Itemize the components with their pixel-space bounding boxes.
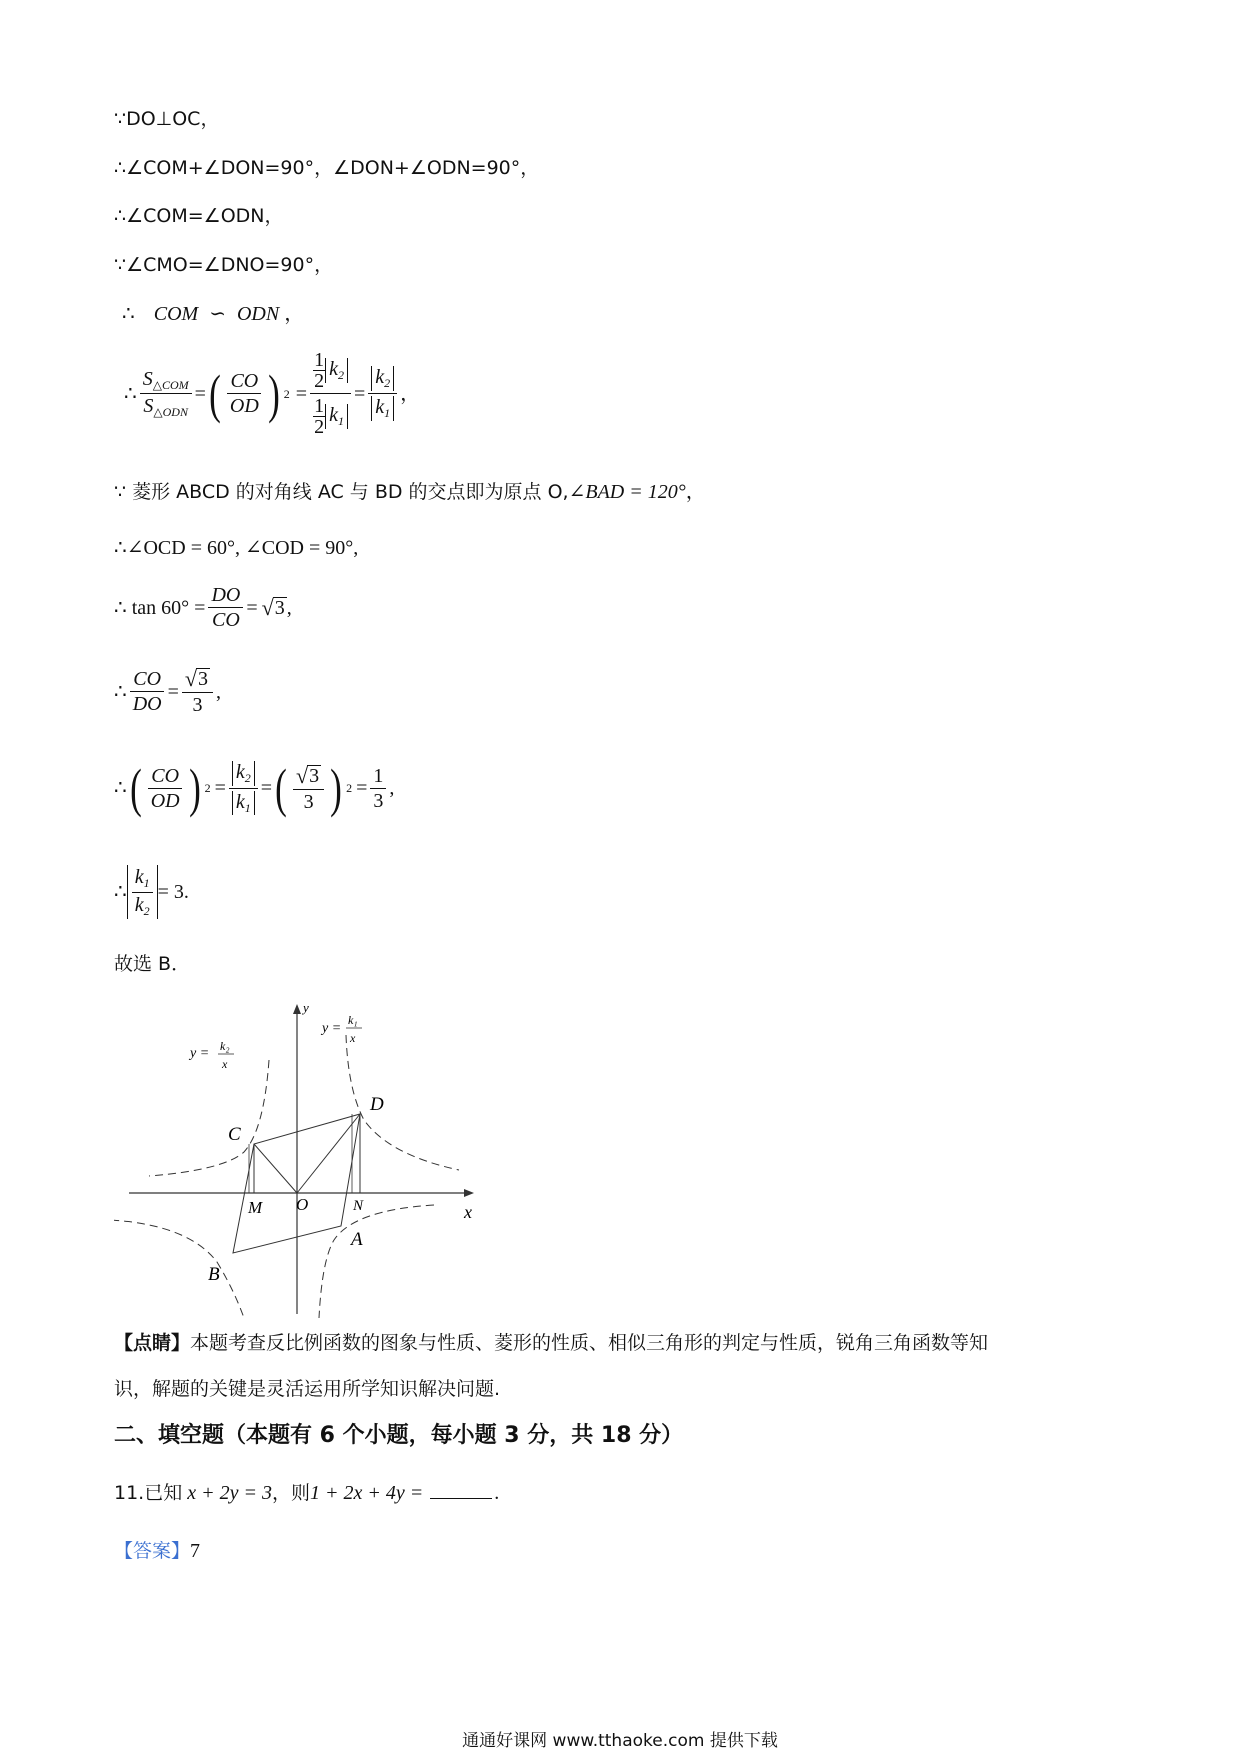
proof-line-3: ∴∠COM=∠ODN，: [114, 205, 284, 227]
hyperbola-rhombus-figure: [114, 1000, 494, 1320]
label-point-c: C: [228, 1124, 241, 1145]
answer-blank: [430, 1482, 492, 1499]
angle-bad: ∠BAD = 120°: [568, 481, 686, 503]
label-point-b: B: [208, 1264, 220, 1285]
answer-line: [114, 1541, 200, 1561]
label-k2-den: x: [222, 1057, 228, 1071]
hyperbola-k2-q4: [319, 1205, 434, 1318]
triangle-com: COM: [153, 303, 199, 325]
label-axis-y: y: [303, 1000, 309, 1015]
comment-tag: 【点睛】: [114, 1332, 191, 1354]
proof-line-angles: ∴∠OCD = 60°, ∠COD = 90°,: [114, 537, 359, 559]
conclusion: 故选 B．: [114, 953, 191, 975]
hyperbola-k1-q1: [346, 1035, 459, 1170]
ratio-co-do: ∴ $\frac{CO}{DO}$ = √ 3 3 ,: [114, 666, 221, 716]
proof-line-rhombus: ∵ 菱形 ABCD 的对角线 AC 与 BD 的交点即为原点 O,∠BAD = 120°，: [114, 481, 706, 503]
segment-co: [254, 1144, 297, 1193]
proof-line-1: ∵DO⊥OC，: [114, 108, 220, 130]
label-k2-num: k₂: [220, 1039, 230, 1053]
label-k2-y: y =: [190, 1046, 210, 1061]
label-point-a: A: [351, 1229, 363, 1250]
x-axis-arrow: [464, 1189, 474, 1197]
section-title: 二、填空题（本题有 6 个小题，每小题 3 分，共 18 分）: [114, 1423, 684, 1448]
proof-line-4: ∵∠CMO=∠DNO=90°，: [114, 254, 334, 276]
proof-line-2: ∴∠COM+∠DON=90°，∠DON+∠ODN=90°，: [114, 157, 540, 179]
label-k1-den: x: [350, 1031, 356, 1045]
comment-line-1: 【点睛】本题考查反比例函数的图象与性质、菱形的性质、相似三角形的判定与性质，锐角三角函数等知: [114, 1332, 989, 1354]
question-11: 11.已知 x + 2y = 3，则1 + 2x + 4y = .: [114, 1482, 500, 1504]
ratio-squared: ∴ ( $\frac{CO}{OD}$ ) 2 = $\frac{k_2}{k_1}$ = ( √ 3 3 ) 2 = $\frac{1}{3}$ ,: [114, 758, 395, 819]
y-axis-arrow: [293, 1004, 301, 1014]
triangle-odn: ODN: [236, 303, 280, 325]
answer-value: 7: [190, 1540, 201, 1562]
label-point-n: N: [353, 1198, 364, 1214]
label-point-m: M: [248, 1198, 263, 1217]
label-point-o: O: [296, 1195, 309, 1214]
q11-condition: x + 2y = 3: [187, 1482, 272, 1504]
hyperbola-k1-q3: [114, 1220, 244, 1318]
answer-tag: 【答案】: [114, 1540, 191, 1562]
page-footer: 通通好课网 www.tthaoke.com 提供下载: [462, 1731, 778, 1751]
therefore-symbol: ∴: [122, 303, 135, 325]
final-ratio: ∴ $\frac{k_1}{k_2}$ = 3.: [114, 866, 189, 918]
tan-formula: ∴ tan 60° = $\frac{DO}{CO}$ = √ 3 ,: [114, 584, 292, 631]
similar-symbol: ∽: [209, 303, 226, 325]
q11-expression: 1 + 2x + 4y =: [309, 1482, 424, 1504]
label-axis-x: x: [464, 1202, 472, 1222]
label-point-d: D: [370, 1094, 384, 1115]
segment-do: [297, 1114, 360, 1193]
label-k1-y: y =: [322, 1021, 342, 1036]
comment-line-2: 识，解题的关键是灵活运用所学知识解决问题.: [114, 1378, 501, 1400]
proof-line-5-similarity: ∴ COM ∽ ODN ，: [122, 303, 305, 325]
label-k1-num: k₁: [348, 1013, 358, 1027]
area-ratio-formula: ∴ $\frac{S_{\triangle COM}}{S_{\triangle ODN}}$ = ( $\frac{CO}{OD}$ ) 2 = $\frac{1}{2}$ $k_2$ $\frac{1}{2}$ $k_1$ = $\frac{k_2}{k_1}$ ，: [124, 349, 421, 438]
